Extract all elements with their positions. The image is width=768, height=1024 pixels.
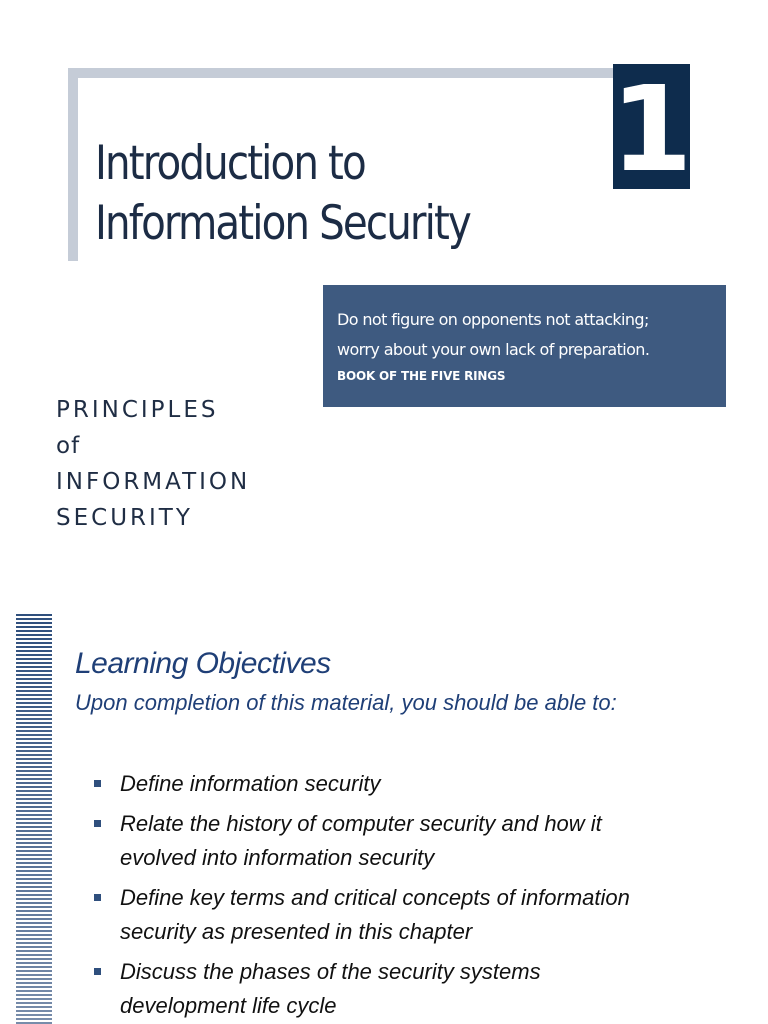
objective-line: Relate the history of computer security and how it — [120, 811, 602, 836]
title-frame-left — [68, 68, 78, 261]
objective-line: development life cycle — [120, 993, 337, 1018]
objectives-title: Learning Objectives — [75, 647, 331, 680]
objective-line: security as presented in this chapter — [120, 919, 473, 944]
square-bullet-icon — [94, 820, 101, 827]
book-title-of: of — [56, 433, 81, 459]
objectives-subtitle: Upon completion of this material, you should be able to: — [75, 690, 617, 715]
square-bullet-icon — [94, 780, 101, 787]
title-frame-top — [68, 68, 613, 78]
chapter-title-line-2: Information Security — [95, 196, 470, 251]
book-title-line-3: SECURITY — [56, 505, 193, 531]
book-title-line-1 — [56, 392, 316, 464]
square-bullet-icon — [94, 894, 101, 901]
objective-item — [92, 955, 712, 1023]
objective-item — [92, 807, 712, 875]
decorative-stripe-bar — [16, 614, 52, 1024]
chapter-number-box — [610, 59, 693, 198]
chapter-title — [95, 134, 525, 254]
objective-item — [92, 767, 712, 801]
epigraph-line-1: Do not figure on opponents not attacking; — [337, 310, 649, 329]
objective-line: evolved into information security — [120, 845, 435, 870]
objective-line: Define key terms and critical concepts of information — [120, 885, 630, 910]
epigraph-quote-box — [323, 285, 726, 407]
chapter-number: 1 — [610, 59, 693, 198]
epigraph-line-2: worry about your own lack of preparation. — [337, 340, 650, 359]
book-title-principles: PRINCIPLES — [56, 397, 219, 423]
objective-item — [92, 881, 712, 949]
objective-line: Discuss the phases of the security systems — [120, 959, 541, 984]
epigraph-source: BOOK OF THE FIVE RINGS — [337, 369, 506, 383]
chapter-title-line-1: Introduction to — [95, 136, 365, 191]
objectives-list — [92, 767, 712, 1024]
objective-line: Define information security — [120, 771, 381, 796]
book-title — [56, 392, 316, 536]
book-title-line-2: INFORMATION — [56, 469, 251, 495]
square-bullet-icon — [94, 968, 101, 975]
